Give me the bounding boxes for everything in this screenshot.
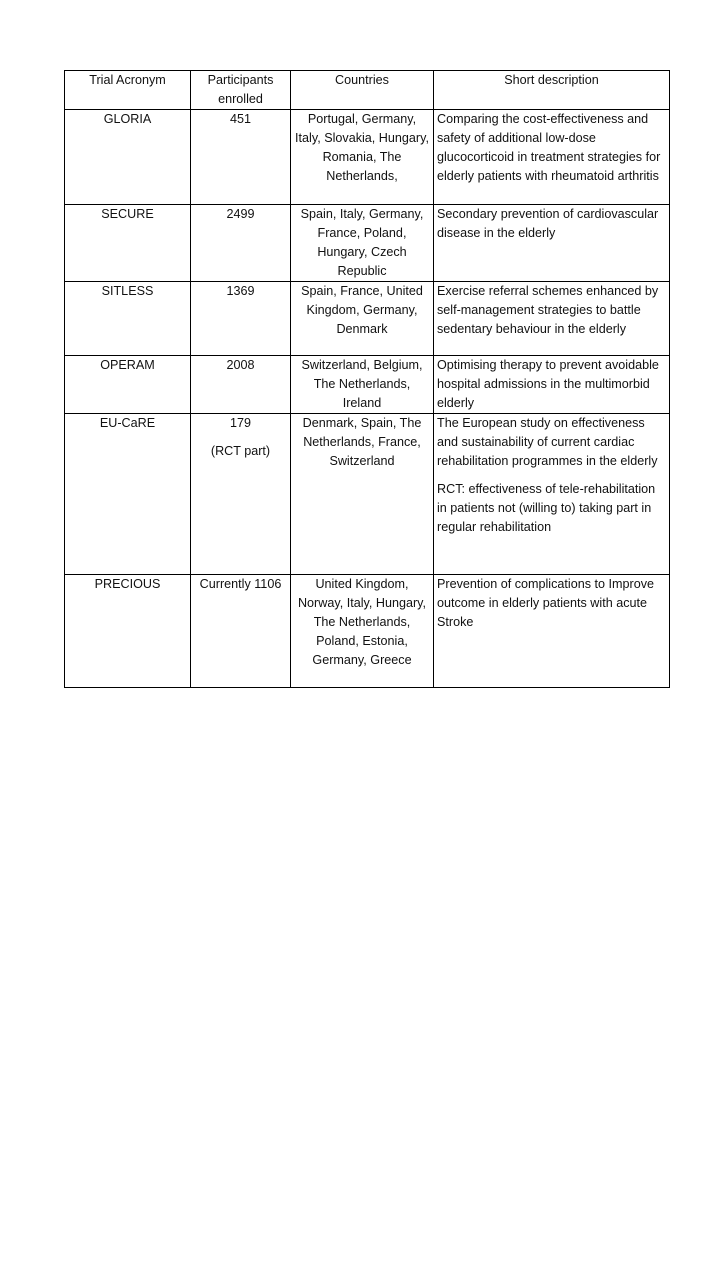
cell-participants: 1369 xyxy=(191,282,291,356)
header-acronym: Trial Acronym xyxy=(65,71,191,110)
cell-countries: Denmark, Spain, The Netherlands, France, Switzerland xyxy=(291,414,434,575)
cell-participants: 2499 xyxy=(191,205,291,282)
cell-acronym: OPERAM xyxy=(65,356,191,414)
table-row xyxy=(65,414,670,575)
cell-acronym: SITLESS xyxy=(65,282,191,356)
cell-acronym: PRECIOUS xyxy=(65,575,191,688)
table-row xyxy=(65,110,670,205)
header-countries: Countries xyxy=(291,71,434,110)
cell-description: Exercise referral schemes enhanced by self-management strategies to battle sedentary behaviour in the elderly xyxy=(434,282,670,356)
cell-countries: Spain, Italy, Germany, France, Poland, Hungary, Czech Republic xyxy=(291,205,434,282)
description-text-rct: RCT: effectiveness of tele-rehabilitation in patients not (willing to) taking part in regular rehabilitation xyxy=(437,482,656,534)
cell-description: Prevention of complications to Improve outcome in elderly patients with acute Stroke xyxy=(434,575,670,688)
cell-acronym: SECURE xyxy=(65,205,191,282)
cell-participants: 2008 xyxy=(191,356,291,414)
table-row xyxy=(65,205,670,282)
header-participants: Participants enrolled xyxy=(191,71,291,110)
cell-participants: Currently 1106 xyxy=(191,575,291,688)
table-row xyxy=(65,356,670,414)
header-description: Short description xyxy=(434,71,670,110)
cell-acronym: EU-CaRE xyxy=(65,414,191,575)
cell-countries: Spain, France, United Kingdom, Germany, Denmark xyxy=(291,282,434,356)
description-text: The European study on effectiveness and sustainability of current cardiac rehabilitation programmes in the elderly xyxy=(437,416,658,468)
table-row xyxy=(65,575,670,688)
cell-participants: 451 xyxy=(191,110,291,205)
cell-participants xyxy=(191,414,291,575)
cell-acronym: GLORIA xyxy=(65,110,191,205)
table-row xyxy=(65,282,670,356)
participants-count: 179 xyxy=(229,416,251,430)
table-header-row xyxy=(65,71,670,110)
cell-description: Comparing the cost-effectiveness and safety of additional low-dose glucocorticoid in treatment strategies for elderly patients with rheumatoid arthritis xyxy=(434,110,670,205)
participants-note: (RCT part) xyxy=(210,444,271,458)
cell-countries: Switzerland, Belgium, The Netherlands, Ireland xyxy=(291,356,434,414)
trials-table xyxy=(64,70,670,688)
cell-countries: United Kingdom, Norway, Italy, Hungary, The Netherlands, Poland, Estonia, Germany, Greece xyxy=(291,575,434,688)
cell-description: Optimising therapy to prevent avoidable hospital admissions in the multimorbid elderly xyxy=(434,356,670,414)
cell-description: Secondary prevention of cardiovascular disease in the elderly xyxy=(434,205,670,282)
cell-description xyxy=(434,414,670,575)
cell-countries: Portugal, Germany, Italy, Slovakia, Hungary, Romania, The Netherlands, xyxy=(291,110,434,205)
